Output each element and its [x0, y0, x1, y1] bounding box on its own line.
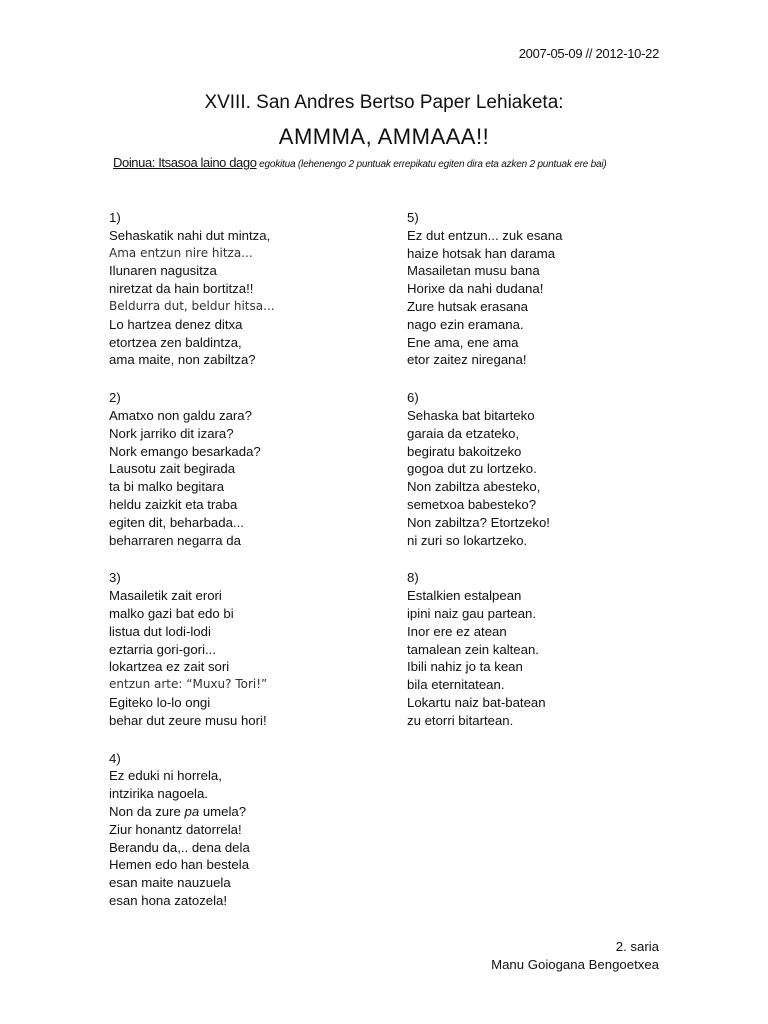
verse-line: Zure hutsak erasana [407, 298, 528, 314]
prize-label: 2. saria [615, 939, 659, 954]
verse-line: etor zaitez niregana! [407, 352, 527, 368]
document-date: 2007-05-09 // 2012-10-22 [518, 46, 659, 61]
tune-line [113, 155, 713, 170]
left-column [109, 209, 409, 930]
stanza-5 [407, 209, 707, 369]
verse-line: Egiteko lo-lo ongi [109, 694, 211, 710]
verse-line: Amatxo non galdu zara? [109, 407, 252, 423]
verse-line: listua dut lodi-lodi [109, 623, 211, 639]
verse-line: Sehaska bat bitarteko [407, 407, 535, 423]
verse-line: ipini naiz gau partean. [407, 605, 537, 621]
verse-line: beharraren negarra da [109, 532, 241, 548]
tune-note: egokitua (lehenengo 2 puntuak errepikatu egiten dira eta azken 2 puntuak ere bai) [256, 159, 607, 170]
verse-line: esan hona zatozela! [109, 892, 228, 908]
verse-line: heldu zaizkit eta traba [109, 496, 238, 512]
verse-line: behar dut zeure musu hori! [109, 712, 267, 728]
verse-line: niretzat da hain bortitza!! [109, 281, 254, 297]
verse-line: Hemen edo han bestela [109, 857, 250, 873]
verse-line: malko gazi bat edo bi [109, 605, 234, 621]
verse-line: Sehaskatik nahi dut mintza, [109, 227, 271, 243]
stanza-8 [407, 569, 707, 729]
verse-line: eztarria gori-gori... [109, 641, 217, 657]
verse-line: bila eternitatean. [407, 677, 505, 693]
verse-line: Nork jarriko dit izara? [109, 425, 234, 441]
stanza-number: 5) [407, 210, 419, 225]
tune-label: Doinua: Itsasoa laino dago [113, 155, 257, 170]
verse-line: Nork emango besarkada? [109, 443, 261, 459]
verse-line: Lo hartzea denez ditxa [109, 316, 243, 332]
stanza-number: 1) [109, 210, 121, 225]
verse-line: Ene ama, ene ama [407, 334, 519, 350]
verse-line: esan maite nauzuela [109, 875, 231, 891]
verse-line: garaia da etzateko, [407, 425, 520, 441]
stanza-number: 3) [109, 570, 121, 586]
verse-line: begiratu bakoitzeko [407, 443, 522, 459]
verse-line: ni zuri so lokartzeko. [407, 532, 528, 548]
stanza-4 [109, 750, 409, 910]
verse-line: Masailetan musu bana [407, 263, 540, 279]
verse-line: gogoa dut zu lortzeko. [407, 461, 537, 477]
verse-line: intzirika nagoela. [109, 786, 208, 802]
verse-line: Non da zure pa umela? [109, 803, 247, 819]
stanza-number: 2) [109, 390, 121, 406]
event-title: XVIII. San Andres Bertso Paper Lehiaketa: [204, 92, 564, 113]
verse-line: ta bi malko begitara [109, 479, 225, 495]
stanza-1 [109, 209, 409, 369]
verse-line: Berandu da,.. dena dela [109, 839, 250, 855]
verse-line: Non zabiltza? Etortzeko! [407, 514, 550, 530]
verse-line: entzun arte: “Muxu? Tori!” [109, 677, 268, 692]
verse-line: lokartzea ez zait sori [109, 659, 230, 675]
stanza-6 [407, 389, 707, 549]
poem-title: AMMMA, AMMAAA!! [278, 124, 490, 149]
verse-line: Non zabiltza abesteko, [407, 479, 541, 495]
stanza-number: 6) [407, 390, 419, 406]
verse-line: etortzea zen baldintza, [109, 334, 242, 350]
verse-line: Ama entzun nire hitza... [109, 245, 253, 260]
right-column [407, 209, 707, 750]
verse-line: Ibili nahiz jo ta kean [407, 659, 523, 675]
verse-line: Estalkien estalpean [407, 588, 522, 604]
verse-line: Lokartu naiz bat-batean [407, 694, 546, 710]
stanza-number: 8) [407, 570, 419, 586]
verse-line: Lausotu zait begirada [109, 461, 236, 477]
stanza-2 [109, 389, 409, 549]
verse-line: zu etorri bitartean. [407, 712, 514, 728]
verse-line: Horixe da nahi dudana! [407, 281, 544, 297]
signature-block [491, 938, 659, 974]
verse-line: haize hotsak han darama [407, 245, 556, 261]
verse-line: semetxoa babesteko? [407, 496, 537, 512]
verse-line: Inor ere ez atean [407, 623, 507, 639]
verse-line: Ez dut entzun... zuk esana [407, 227, 563, 243]
verse-line: egiten dit, beharbada... [109, 514, 244, 530]
verse-line: Ez eduki ni horrela, [109, 768, 222, 784]
author-name: Manu Goiogana Bengoetxea [491, 957, 659, 972]
verse-line: Beldurra dut, beldur hitsa... [109, 298, 275, 313]
verse-line: Ilunaren nagusitza [109, 263, 217, 279]
verse-line: tamalean zein kaltean. [407, 641, 539, 657]
verse-line: ama maite, non zabiltza? [109, 352, 256, 368]
stanza-number: 4) [109, 750, 121, 766]
verse-line: Masailetik zait erori [109, 588, 222, 604]
verse-line: nago ezin eramana. [407, 316, 524, 332]
verse-line: Ziur honantz datorrela! [109, 821, 242, 837]
stanza-3 [109, 569, 409, 729]
